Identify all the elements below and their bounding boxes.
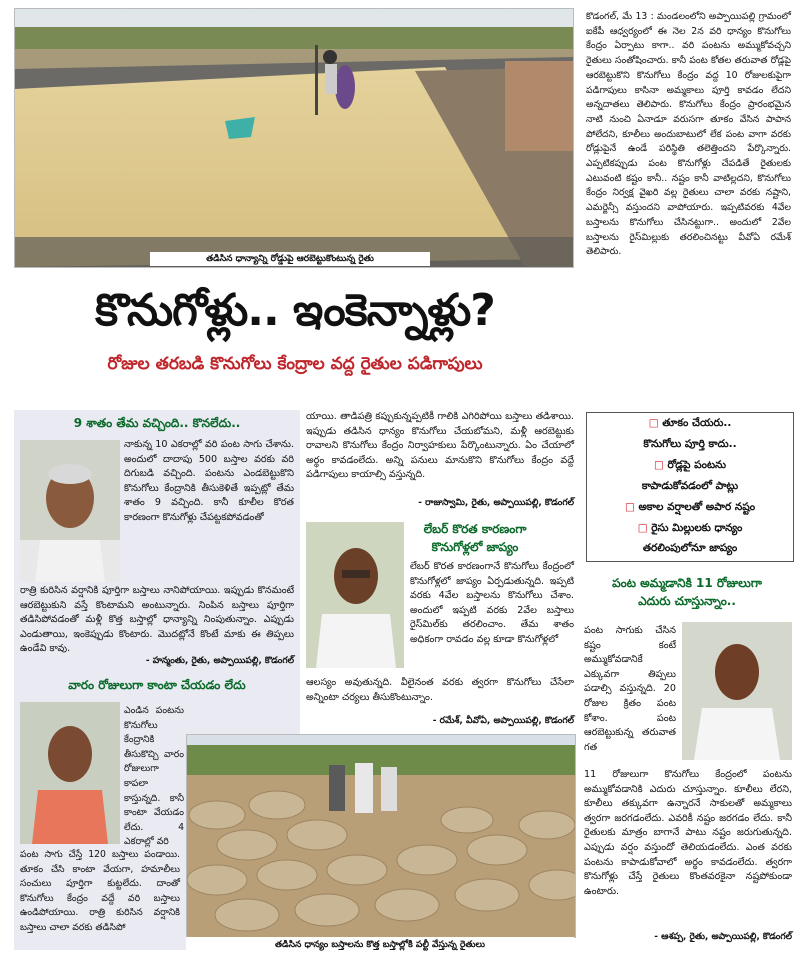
- bottom-photo: [186, 734, 576, 938]
- highlight-item: □ తూకం చేయరు..: [648, 417, 732, 429]
- top-photo: [14, 8, 574, 268]
- section4-title-line2: కొనుగోళ్లలో జాప్యం: [431, 540, 519, 554]
- highlights-box: [586, 412, 794, 562]
- bullet-icon: □: [648, 417, 663, 429]
- headline: కొనుగోళ్లు.. ఇంకెన్నాళ్లు?: [95, 285, 495, 336]
- section1-title: 9 శాతం తేమ వచ్చింది.. కొనలేదు..: [73, 416, 241, 430]
- highlight-item: □ అకాల వర్షాలతో అపార నష్టం: [624, 501, 756, 513]
- highlight-item: □ రోడ్లపై పంటను: [653, 459, 727, 471]
- section5-title-line2: ఎదురు చూస్తున్నాం..: [638, 594, 736, 608]
- highlight-item: కాపాడుకోవడంలో పాట్లు: [641, 480, 739, 492]
- bottom-photo-caption: తడిసిన ధాన్యం బస్తాలను కొత్త బస్తాల్లోకి పల్టీ వేస్తున్న రైతులు: [186, 937, 574, 953]
- section1-text1: నాకున్న 10 ఎకరాల్లో వరి పంట సాగు చేశాను. అందులో దాదాపు 500 బస్తాల వరకు వరి దిగుబడి వచ్చింది. పంటను ఎండబెట్టుకొని కొనుగోలు కేంద్రానికి తీసుకెళితే ఇప్పట్లో తేమ శాతం 9 వచ్చింది. కానీ కూలీల కొరత కారణంగా కొనుగోళ్లు చేపట్టకపోవడంతో: [124, 439, 294, 523]
- section4-title-line1: లేబర్ కొరత కారణంగా: [423, 522, 527, 536]
- section5-byline: - ఆశప్ప, రైతు, అప్పాయిపల్లి, కొడంగల్: [654, 932, 792, 942]
- bullet-icon: □: [624, 501, 639, 513]
- bottom-photo-image: [187, 735, 575, 937]
- farmer-photo-ashappa: [682, 622, 792, 760]
- section2-text2: పంట సాగు చేస్తే 120 బస్తాలు పండాయి. తూకం చేసి కాంటా వేయగా, హమాలీలు సంచులు పూర్తిగా కుట్టలేదు. దాంతో కొనుగోలు కేంద్రం వద్దే వరి బస్తాలు ఉండిపోయాయి. రాత్రి కురిసిన వర్షానికి బస్తాలు చాలా వరకు తడిసిపో: [20, 849, 180, 933]
- section5-text1: పంట సాగుకు చేసిన కష్టం కంటే అమ్ముకోవడానికే ఎక్కువగా తిప్పలు పడాల్సి వస్తున్నది. 20 రోజుల క్రితం పంట కోశాం. పంట ఆరబెట్టుకున్న తరువాత గత: [584, 625, 676, 753]
- section4-byline: - రమేశ్, వీవోఏ, అప్పాయిపల్లి, కొడంగల్: [432, 716, 574, 726]
- farmer-photo-hanmanthu: [20, 440, 120, 582]
- bullet-icon: □: [637, 522, 652, 534]
- section1-byline: - హన్మంతు, రైతు, అప్పాయిపల్లి, కొడంగల్: [145, 656, 294, 666]
- top-photo-image: [15, 9, 573, 267]
- section5-text2: 11 రోజులుగా కొనుగోలు కేంద్రంలో పంటను అమ్ముకోవడానికి ఎదురు చూస్తున్నాం. కూలీలు లేరని, కూలీలు తక్కువగా ఉన్నారనే సాకులతో అమ్మకాలు త్వరగా జరగడంలేదు. ఎవరికీ నష్టం జరగడం లేదు. కానీ రైతులకు మాత్రం బాగానే పాటు నష్టం జరుగుతున్నది. ఎప్పుడు వర్షం వస్తుందో తెలియడంలేదు. ఎంత వరకు పంటను కాపాడుకోవాలో అర్థం కావడంలేదు. త్వరగా కొనుగోళ్లు చేస్తే రైతులు కొంతవరకైనా నష్టపోకుండా ఉంటారు.: [584, 769, 792, 897]
- section3-text: యాయి. తాడిపత్రి కప్పుకున్నప్పటికీ గాలికి ఎగిరిపోయి బస్తాలు తడిశాయి. ఇప్పుడు తడిసిన ధాన్యం కొనుగోలు చేయబోమని, మళ్లీ ఆరబెట్టుకు రావాలని కొనుగోలు కేంద్రం నిర్వాహకులు పేర్కొంటున్నారు. ఏం చేయాలో అర్థం కావడంలేదు. అన్ని పనులు మానుకొని కొనుగోలు కేంద్రం వద్దే పడిగాపులు కాయాల్సి వస్తున్నది.: [306, 411, 574, 481]
- highlight-item: తరలింపులోనూ జాప్యం: [642, 542, 738, 554]
- section5-title-line1: పంట అమ్మడానికి 11 రోజులుగా: [612, 576, 762, 590]
- bullet-icon: □: [653, 459, 668, 471]
- section1-text2: రాత్రి కురిసిన వర్షానికి పూర్తిగా బస్తాలు నానిపోయాయి. ఇప్పుడు కొనమంటే ఆరబెట్టుకుని వస్తే కొంటామని అంటున్నారు. నింపిన బస్తాలు పూర్తిగా తడిసిపోవడంతో మళ్లీ కొత్త బస్తాల్లో ధాన్యాన్ని నింపుతున్నాం. ఎప్పుడు ఎండుతాయి, ఇంకెప్పుడు కొంటారు. మొదట్లోనే కొంటే మాకు ఈ తిప్పలు ఉండేవి కావు.: [20, 585, 294, 655]
- top-photo-caption: తడిసిన ధాన్యాన్ని రోడ్డుపై ఆరబెట్టుకొంటున్న రైతు: [150, 252, 430, 266]
- farmer-photo-2: [20, 702, 120, 844]
- section2-text1: ఎండిన పంటను కొనుగోలు కేంద్రానికి తీసుకొచ్చి వారం రోజులుగా కాపలా కాస్తున్నది. కానీ కాంటా వేయడం లేదు. 4 ఎకరాల్లో వరి: [124, 705, 184, 848]
- section4-text1: లేబర్ కొరత కారణంగానే కొనుగోలు కేంద్రంలో కొనుగోళ్లలో జాప్యం ఏర్పడుతున్నది. ఇప్పటి వరకు 4వేల బస్తాలను కొనుగోలు చేశాం. అందులో ఇప్పటి వరకు 2వేల బస్తాలు రైస్‌మిల్‌కు తరలించాం. తేమ శాతం అధికంగా రావడం వల్ల కూడా కొనుగోళ్లలో: [410, 561, 574, 645]
- highlight-item: కొనుగోలు పూర్తి కాదు..: [643, 438, 737, 450]
- section2-title: వారం రోజులుగా కాంటా చేయడం లేదు: [68, 678, 246, 692]
- highlight-item: □ రైసు మిల్లులకు ధాన్యం: [637, 522, 743, 534]
- section4-text2: ఆలస్యం అవుతున్నది. వీలైనంత వరకు త్వరగా కొనుగోలు చేసేలా అన్నింటా చర్యలు తీసుకొంటున్నాం.: [306, 677, 574, 703]
- subheadline: రోజుల తరబడి కొనుగోలు కేంద్రాల వద్ద రైతుల పడిగాపులు: [107, 354, 483, 374]
- vova-photo-ramesh: [306, 522, 404, 668]
- section3-byline: - రాజుస్వామి, రైతు, అప్పాయిపల్లి, కొడంగల్: [418, 498, 574, 508]
- intro-text: కొడంగల్, మే 13 : మండలంలోని అప్పాయిపల్లి గ్రామంలో ఐకేపీ ఆధ్వర్యంలో ఈ నెల 2న వరి ధాన్యం కొనుగోలు కేంద్రం ఏర్పాటు కాగా.. వరి పంటను అమ్ముకోవచ్చని రైతులు సంతోషించారు. కానీ పంట కోతల తరువాత రోడ్లపై ఆరబెట్టుకొని కొనుగోలు కేంద్రం వద్ద 10 రోజులకుపైగా పడిగాపులు కాసినా అమ్మకాలు పూర్తి కావడం లేదని అన్నదాతలు తెలిపారు. కొనుగోలు కేంద్రం ప్రారంభమైన నాటి నుంచి ఏనాడూ వరుసగా తూకం వేసిన పాపాన పోలేదని, కూలీలు అందుబాటులో లేక పంట వాగా వరకు రోడ్లుపైనే ఉండే పరిస్థితి తలెత్తిందని పేర్కొన్నారు. ఎప్పటికప్పుడు పంట కొనుగోళ్లు చేపడితే రైతులకు ఎటువంటి కష్టం కానీ.. నష్టం కానీ వాటిల్లదని, కొనుగోలు కేంద్రం నిర్వక్ష వైఖరి వల్ల రైతులు చాలా వరకు నష్టాని, ఎమర్జెన్సీ వస్తుందని వాపోయారు. ఇప్పటివరకు 4వేల బస్తాలను కొనుగోలు చేసినట్టుగా.. అందులో 2వేల బస్తాలను రైస్‌మిల్లుకు తరలించినట్టు వీవోఏ రమేశ్ తెలిపారు.: [586, 11, 791, 258]
